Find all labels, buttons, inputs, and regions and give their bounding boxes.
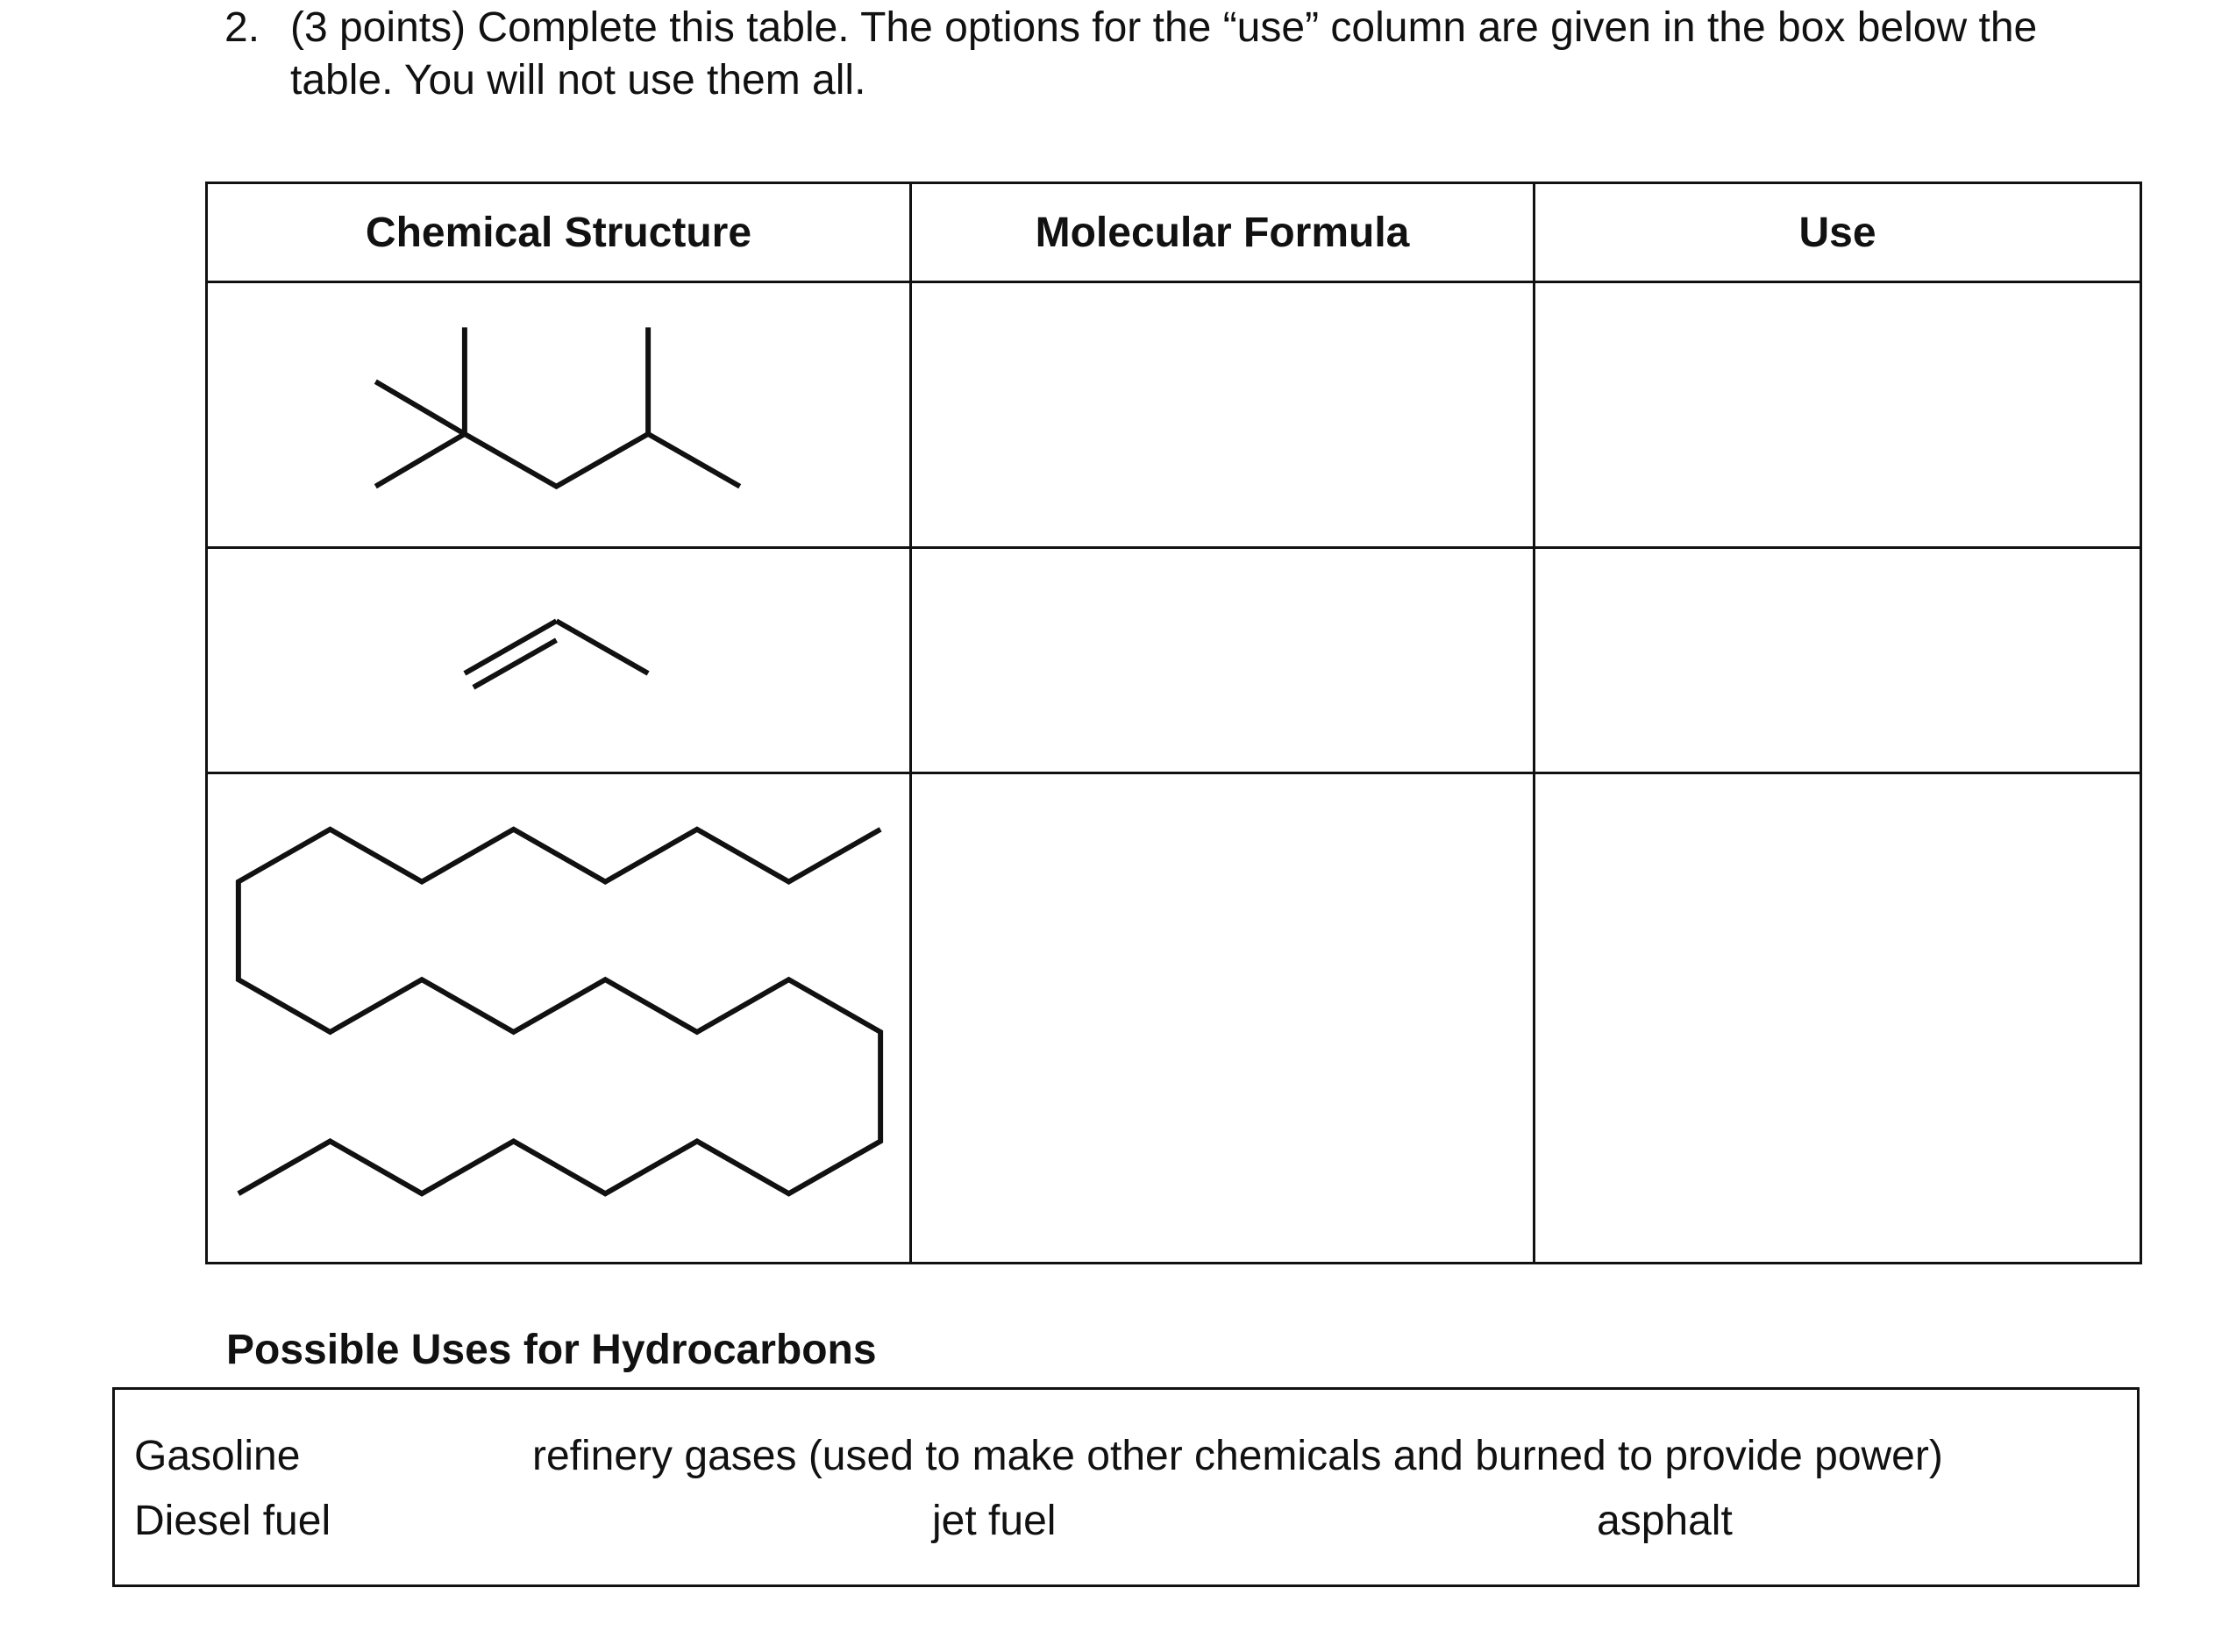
question-text: (3 points) Complete this table. The options for the “use” column are given in the box below the table. You will not use them all. (290, 4, 2038, 103)
question-number: 2. (224, 4, 260, 51)
branched-alkane-structure (208, 283, 909, 546)
table-row (207, 773, 2141, 1264)
use-cell-3[interactable] (1535, 773, 2141, 1264)
structure-cell-2 (207, 548, 911, 773)
table-row (207, 282, 2141, 548)
header-use: Use (1535, 183, 2141, 282)
use-option-refinery-gases: refinery gases (used to make other chemicals and burned to provide power) (532, 1433, 1943, 1479)
worksheet-table (205, 182, 2142, 1264)
table-header-row (207, 183, 2141, 282)
single-bond (557, 621, 649, 673)
table-row (207, 548, 2141, 773)
use-option-asphalt: asphalt (1597, 1498, 1733, 1544)
formula-cell-3[interactable] (911, 773, 1535, 1264)
formula-cell-2[interactable] (911, 548, 1535, 773)
header-chemical-structure: Chemical Structure (207, 183, 911, 282)
header-molecular-formula: Molecular Formula (911, 183, 1535, 282)
structure-cell-3 (207, 773, 911, 1264)
uses-heading: Possible Uses for Hydrocarbons (226, 1327, 877, 1373)
use-cell-1[interactable] (1535, 282, 2141, 548)
propene-structure (208, 549, 909, 772)
uses-box (112, 1387, 2140, 1587)
carbon-chain-bonds (239, 830, 880, 1193)
formula-cell-1[interactable] (911, 282, 1535, 548)
methyl-bond-down-left (375, 434, 465, 487)
main-chain-bonds (375, 381, 739, 487)
use-option-jet-fuel: jet fuel (932, 1498, 1057, 1544)
long-chain-alkane-structure (208, 774, 909, 1262)
use-option-diesel-fuel: Diesel fuel (134, 1498, 331, 1544)
structure-cell-1 (207, 282, 911, 548)
use-cell-2[interactable] (1535, 548, 2141, 773)
use-option-gasoline: Gasoline (134, 1433, 301, 1479)
